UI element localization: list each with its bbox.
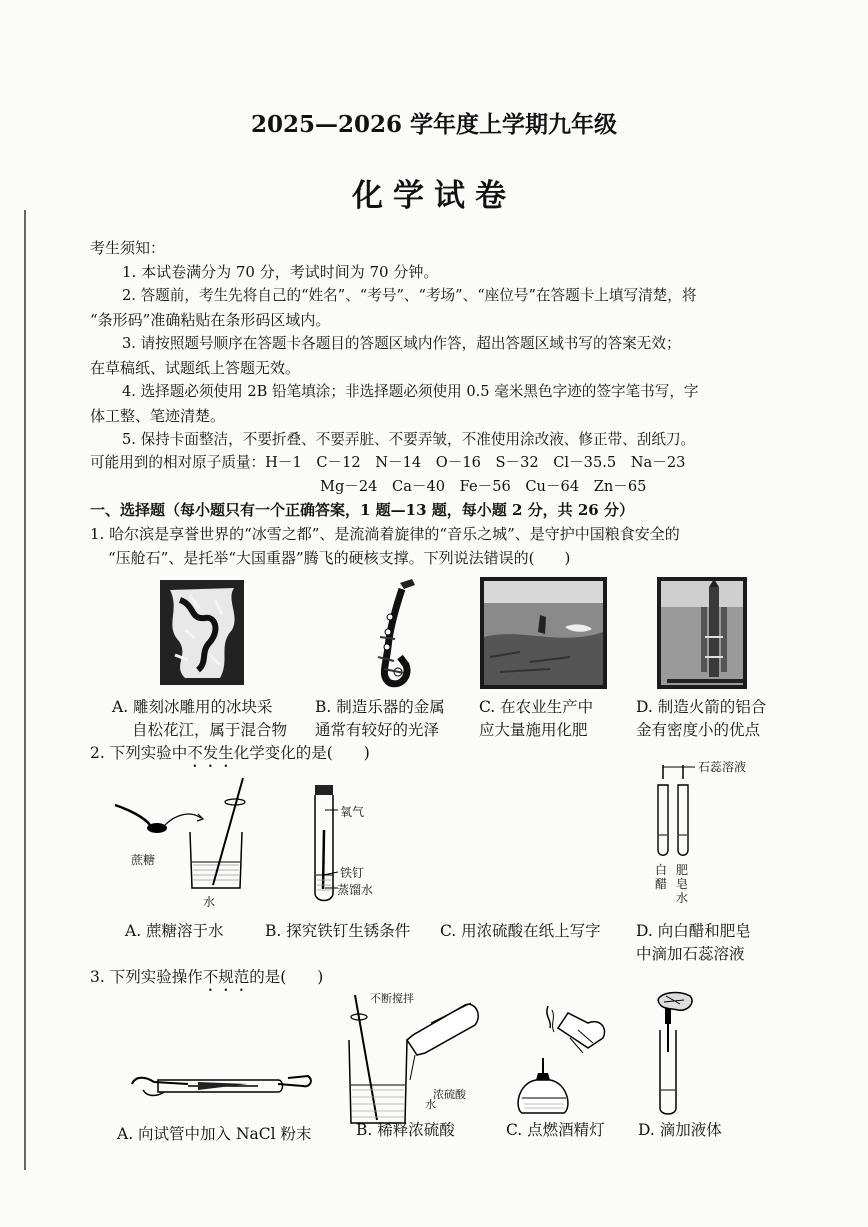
atomic-mass-line-2: Mg－24 Ca－40 Fe－56 Cu－64 Zn－65 <box>320 478 647 495</box>
q3-stem-post: 的是( ) <box>249 968 324 986</box>
q1-stem-line-2: “压舱石”、是托举“大国重器”腾飞的硬核支撑。下列说法错误的( ) <box>108 549 571 567</box>
notice-item-5: 5. 保持卡面整洁，不要折叠、不要弄脏、不要弄皱，不准使用涂改液、修正带、刮纸刀。 <box>122 431 696 448</box>
q1-option-c-line-2: 应大量施用化肥 <box>479 721 588 739</box>
q1-option-c-line-1: C. 在农业生产中 <box>479 698 594 716</box>
q3-label-stir: 不断搅拌 <box>370 992 414 1005</box>
q3-light-alcohol-lamp-diagram <box>508 998 618 1118</box>
q2-label-litmus: 石蕊溶液 <box>698 760 747 774</box>
q3-label-water: 水 <box>425 1098 436 1111</box>
q3-stem-pre: 3. 下列实验操作 <box>90 968 203 986</box>
q1-rocket-photo <box>657 577 747 689</box>
q1-option-a-line-1: A. 雕刻冰雕用的冰块采 <box>112 698 273 716</box>
q2-label-water: 水 <box>203 895 216 909</box>
notice-item-2-cont: “条形码”准确粘贴在条形码区域内。 <box>90 311 331 329</box>
binding-margin-line <box>24 210 26 1170</box>
section-1-heading: 一、选择题（每小题只有一个正确答案，1 题—13 题，每小题 2 分，共 26 分） <box>90 501 634 519</box>
notice-item-2: 2. 答题前，考生先将自己的“姓名”、“考号”、“考场”、“座位号”在答题卡上填写清楚，将 <box>122 287 697 304</box>
q2-stem-pre: 2. 下列实验中 <box>90 744 188 762</box>
notice-heading: 考生须知： <box>90 239 166 257</box>
q2-stem-post: 化学变化的是( ) <box>233 744 370 762</box>
q2-option-d-line-2: 中滴加石蕊溶液 <box>636 945 745 963</box>
q3-option-c: C. 点燃酒精灯 <box>506 1121 605 1139</box>
q2-option-a: A. 蔗糖溶于水 <box>125 922 224 940</box>
q2-option-d-line-1: D. 向白醋和肥皂 <box>636 922 751 940</box>
q2-litmus-test-diagram <box>650 765 740 875</box>
q2-label-distilled-water: 蒸馏水 <box>337 883 374 897</box>
q3-option-b: B. 稀释浓硫酸 <box>356 1121 455 1139</box>
notice-item-1: 1. 本试卷满分为 70 分，考试时间为 70 分钟。 <box>122 263 439 281</box>
q3-option-d: D. 滴加液体 <box>638 1121 722 1139</box>
q1-saxophone-photo <box>360 577 420 689</box>
q3-option-a: A. 向试管中加入 NaCl 粉末 <box>117 1125 312 1143</box>
q2-stem-emphasis: 不发生 <box>187 744 234 762</box>
q2-option-c: C. 用浓硫酸在纸上写字 <box>440 922 601 940</box>
q2-label-nail: 铁钉 <box>340 866 365 880</box>
q2-label-sugar: 蔗糖 <box>131 853 156 867</box>
q2-label-vinegar: 白醋 <box>655 863 668 891</box>
q1-option-a-line-2: 自松花江，属于混合物 <box>132 721 288 739</box>
exam-title: 化学试卷 <box>352 178 516 214</box>
q1-option-b-line-1: B. 制造乐器的金属 <box>315 698 445 716</box>
q1-ice-sculpture-photo <box>160 580 244 685</box>
q3-add-powder-diagram <box>128 1064 318 1114</box>
atomic-mass-line-1: 可能用到的相对原子质量：H－1 C－12 N－14 O－16 S－32 Cl－35.5 Na－23 <box>90 454 686 471</box>
q2-option-b: B. 探究铁钉生锈条件 <box>265 922 411 940</box>
q2-label-oxygen: 氧气 <box>340 805 365 819</box>
q2-stem <box>90 743 370 771</box>
notice-item-3-cont: 在草稿纸、试题纸上答题无效。 <box>90 359 301 377</box>
q3-dilute-acid-diagram <box>345 995 485 1125</box>
q1-option-b-line-2: 通常有较好的光泽 <box>315 721 440 739</box>
notice-item-4: 4. 选择题必须使用 2B 铅笔填涂；非选择题必须使用 0.5 毫米黑色字迹的签字笔书写，字 <box>122 383 699 400</box>
q2-label-soap: 肥皂水 <box>676 863 689 905</box>
q3-stem-emphasis: 不规范 <box>202 968 250 986</box>
notice-item-3: 3. 请按照题号顺序在答题卡各题目的答题区域内作答，超出答题区域书写的答案无效； <box>122 335 681 352</box>
q3-add-liquid-diagram <box>650 990 710 1120</box>
q2-sugar-dissolving-diagram <box>105 770 265 890</box>
notice-item-4-cont: 体工整、笔迹清楚。 <box>90 407 226 425</box>
q3-stem <box>90 967 323 995</box>
q3-label-acid: 浓硫酸 <box>433 1088 466 1101</box>
exam-year-heading: 2025—2026 学年度上学期九年级 <box>250 111 618 138</box>
q1-option-d-line-2: 金有密度小的优点 <box>636 721 761 739</box>
q1-stem-line-1: 1. 哈尔滨是享誉世界的“冰雪之都”、是流淌着旋律的“音乐之城”、是守护中国粮食安全的 <box>90 525 680 543</box>
q1-option-d-line-1: D. 制造火箭的铝合 <box>636 698 767 716</box>
q1-farmland-fertilizer-photo <box>480 577 607 689</box>
